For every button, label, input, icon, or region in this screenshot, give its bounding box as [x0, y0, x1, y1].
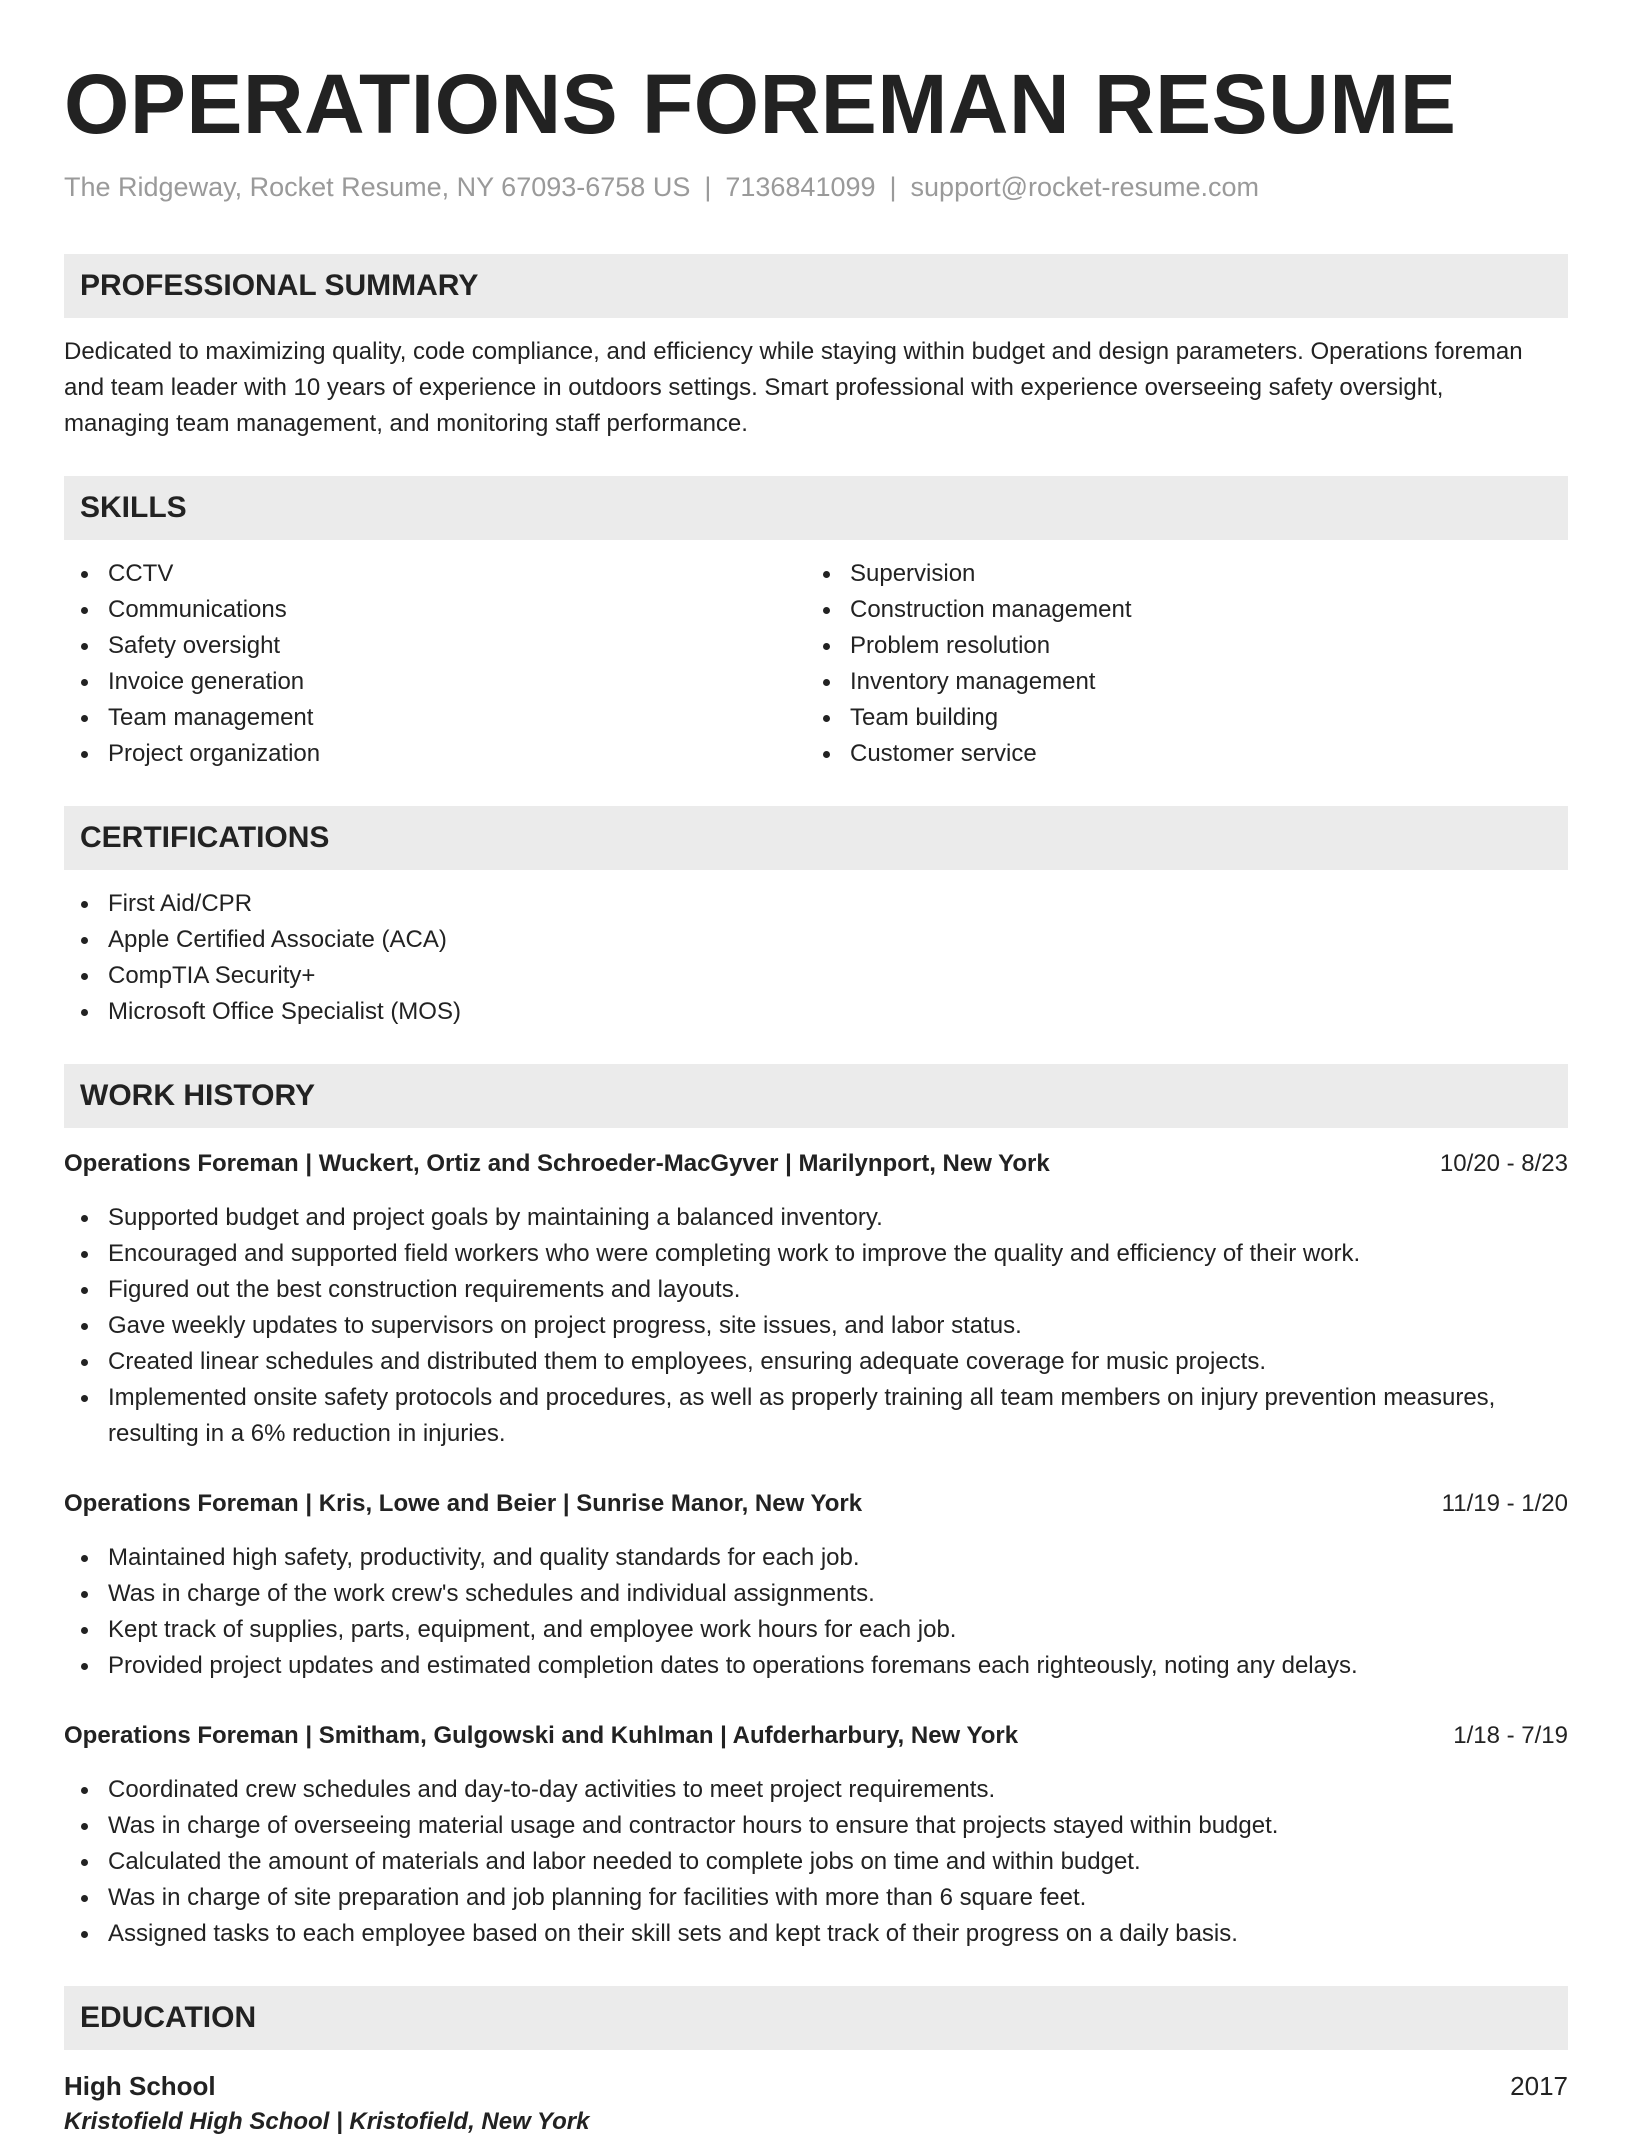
- section-heading-skills: SKILLS: [64, 476, 1568, 540]
- contact-separator: |: [889, 172, 897, 202]
- section-heading-summary: PROFESSIONAL SUMMARY: [64, 254, 1568, 318]
- skill-item: Inventory management: [806, 664, 1548, 700]
- skill-item: Team building: [806, 700, 1548, 736]
- education-degree: High School: [64, 2071, 216, 2101]
- job-entry: [64, 1146, 1568, 1452]
- skills-list-right: [806, 556, 1548, 772]
- job-bullet: Coordinated crew schedules and day-to-day activities to meet project requirements.: [64, 1772, 1568, 1808]
- skill-item: Customer service: [806, 736, 1548, 772]
- resume-page: [64, 0, 1568, 2140]
- certification-item: CompTIA Security+: [64, 958, 1568, 994]
- job-bullets: [64, 1772, 1568, 1952]
- section-heading-work-history: WORK HISTORY: [64, 1064, 1568, 1128]
- certification-item: Microsoft Office Specialist (MOS): [64, 994, 1568, 1030]
- job-header: [64, 1718, 1568, 1754]
- job-bullet: Created linear schedules and distributed them to employees, ensuring adequate coverage for music projects.: [64, 1344, 1568, 1380]
- job-bullet: Figured out the best construction requirements and layouts.: [64, 1272, 1568, 1308]
- skill-item: CCTV: [64, 556, 806, 592]
- job-bullet: Maintained high safety, productivity, and quality standards for each job.: [64, 1540, 1568, 1576]
- skill-item: Safety oversight: [64, 628, 806, 664]
- job-dates: 1/18 - 7/19: [1453, 1722, 1568, 1749]
- contact-email: support@rocket-resume.com: [910, 172, 1260, 202]
- summary-text: Dedicated to maximizing quality, code compliance, and efficiency while staying within budget and design parameters. Operations foreman and team leader with 10 years of experience in outdoors settings. Smart professional with experience overseeing safety oversight, managing team management, and monitoring staff performance.: [64, 338, 1523, 437]
- job-bullets: [64, 1200, 1568, 1452]
- skill-item: Supervision: [806, 556, 1548, 592]
- contact-separator: |: [704, 172, 712, 202]
- job-entry: [64, 1718, 1568, 1952]
- job-entry: [64, 1486, 1568, 1684]
- job-bullet: Gave weekly updates to supervisors on project progress, site issues, and labor status.: [64, 1308, 1568, 1344]
- job-header: [64, 1146, 1568, 1182]
- education-year: 2017: [1510, 2071, 1568, 2101]
- certification-item: First Aid/CPR: [64, 886, 1568, 922]
- skills-list-left: [64, 556, 806, 772]
- skill-item: Project organization: [64, 736, 806, 772]
- job-bullet: Assigned tasks to each employee based on their skill sets and kept track of their progress on a daily basis.: [64, 1916, 1568, 1952]
- job-bullet: Was in charge of overseeing material usage and contractor hours to ensure that projects stayed within budget.: [64, 1808, 1568, 1844]
- job-title: Operations Foreman | Kris, Lowe and Beier | Sunrise Manor, New York: [64, 1490, 863, 1517]
- job-bullet: Implemented onsite safety protocols and procedures, as well as properly training all team members on injury prevention measures, resulting in a 6% reduction in injuries.: [64, 1380, 1568, 1452]
- job-bullet: Was in charge of the work crew's schedules and individual assignments.: [64, 1576, 1568, 1612]
- certifications-list: [64, 886, 1568, 1030]
- job-bullet: Calculated the amount of materials and labor needed to complete jobs on time and within budget.: [64, 1844, 1568, 1880]
- contact-phone: 7136841099: [725, 172, 876, 202]
- education-school: Kristofield High School | Kristofield, New York: [64, 2108, 590, 2135]
- contact-address: The Ridgeway, Rocket Resume, NY 67093-6758 US: [64, 172, 691, 202]
- skill-item: Team management: [64, 700, 806, 736]
- section-heading-education: EDUCATION: [64, 1986, 1568, 2050]
- job-dates: 10/20 - 8/23: [1439, 1150, 1568, 1177]
- education-header: [64, 2068, 1568, 2104]
- job-bullet: Was in charge of site preparation and job planning for facilities with more than 6 square feet.: [64, 1880, 1568, 1916]
- certification-item: Apple Certified Associate (ACA): [64, 922, 1568, 958]
- job-bullet: Kept track of supplies, parts, equipment, and employee work hours for each job.: [64, 1612, 1568, 1648]
- job-bullet: Encouraged and supported field workers who were completing work to improve the quality and efficiency of their work.: [64, 1236, 1568, 1272]
- skills-grid: [64, 556, 1568, 772]
- contact-line: [64, 170, 1568, 204]
- job-header: [64, 1486, 1568, 1522]
- job-bullet: Provided project updates and estimated completion dates to operations foremans each righteously, noting any delays.: [64, 1648, 1568, 1684]
- skill-item: Invoice generation: [64, 664, 806, 700]
- job-bullets: [64, 1540, 1568, 1684]
- job-title: Operations Foreman | Wuckert, Ortiz and Schroeder-MacGyver | Marilynport, New York: [64, 1150, 1050, 1177]
- job-title: Operations Foreman | Smitham, Gulgowski and Kuhlman | Aufderharbury, New York: [64, 1722, 1019, 1749]
- job-dates: 11/19 - 1/20: [1441, 1490, 1568, 1517]
- skill-item: Problem resolution: [806, 628, 1548, 664]
- skill-item: Communications: [64, 592, 806, 628]
- page-title: OPERATIONS FOREMAN RESUME: [64, 57, 1457, 151]
- job-bullet: Supported budget and project goals by maintaining a balanced inventory.: [64, 1200, 1568, 1236]
- section-heading-certifications: CERTIFICATIONS: [64, 806, 1568, 870]
- skill-item: Construction management: [806, 592, 1548, 628]
